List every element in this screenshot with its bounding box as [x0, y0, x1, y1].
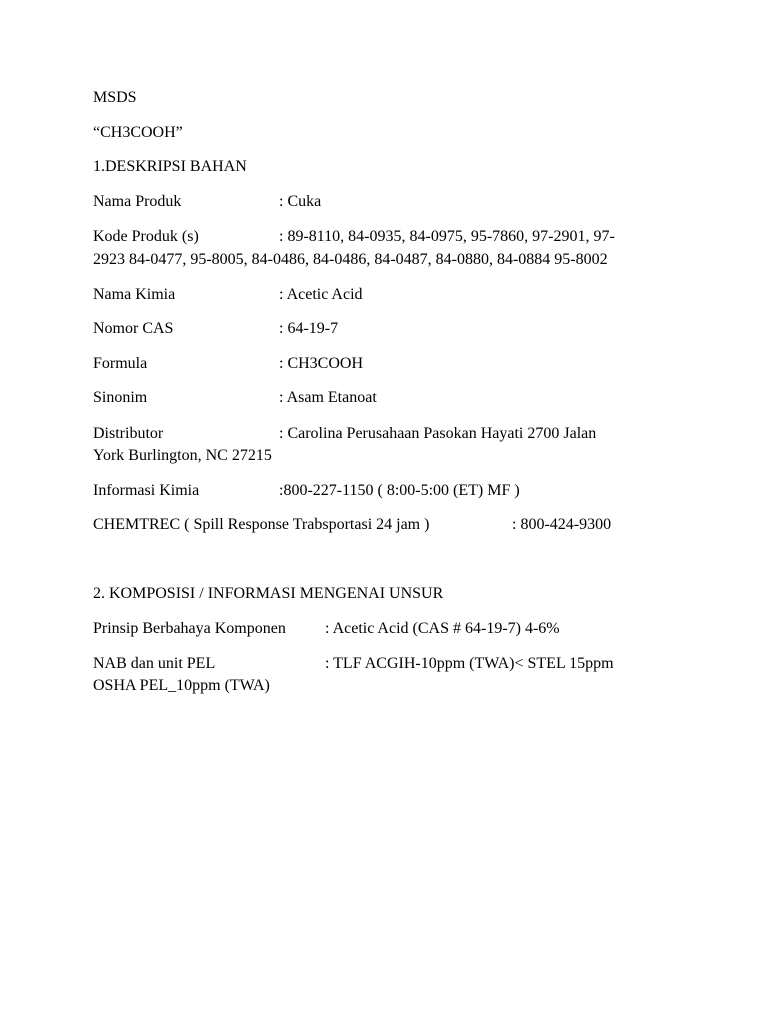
section-1-heading: 1.DESKRIPSI BAHAN — [93, 158, 247, 175]
field-label: Informasi Kimia — [93, 482, 200, 499]
section-2-heading: 2. KOMPOSISI / INFORMASI MENGENAI UNSUR — [93, 585, 444, 602]
field-value: : 89-8110, 84-0935, 84-0975, 95-7860, 97-2901, 97- — [279, 228, 615, 245]
field-value: : Acetic Acid — [279, 286, 363, 303]
field-label: Distributor — [93, 425, 164, 442]
field-label: Nama Produk — [93, 193, 182, 210]
document-title: MSDS — [93, 89, 137, 106]
field-label: Nomor CAS — [93, 320, 174, 337]
field-label: Nama Kimia — [93, 286, 176, 303]
field-label: Formula — [93, 355, 148, 372]
field-label: Kode Produk (s) — [93, 228, 199, 245]
field-value: : TLF ACGIH-10ppm (TWA)< STEL 15ppm — [325, 655, 614, 672]
formula-heading: “CH3COOH” — [93, 124, 183, 141]
field-distributor-continued: York Burlington, NC 27215 — [93, 447, 272, 464]
field-value: : 64-19-7 — [279, 320, 339, 337]
field-value: : Acetic Acid (CAS # 64-19-7) 4-6% — [325, 620, 560, 637]
field-value: : Cuka — [279, 193, 322, 210]
field-label: CHEMTREC ( Spill Response Trabsportasi 24 jam ) — [93, 516, 430, 533]
field-kode-produk-continued: 2923 84-0477, 95-8005, 84-0486, 84-0486, 84-0487, 84-0880, 84-0884 95-8002 — [93, 251, 608, 268]
field-label: Prinsip Berbahaya Komponen — [93, 620, 286, 637]
field-nab-pel-continued: OSHA PEL_10ppm (TWA) — [93, 677, 270, 694]
field-label: NAB dan unit PEL — [93, 655, 216, 672]
field-value: : CH3COOH — [279, 355, 364, 372]
field-value: : Carolina Perusahaan Pasokan Hayati 2700 Jalan — [279, 425, 597, 442]
field-value: : Asam Etanoat — [279, 389, 377, 406]
field-value: : 800-424-9300 — [512, 516, 612, 533]
field-label: Sinonim — [93, 389, 148, 406]
field-value: :800-227-1150 ( 8:00-5:00 (ET) MF ) — [279, 482, 520, 499]
